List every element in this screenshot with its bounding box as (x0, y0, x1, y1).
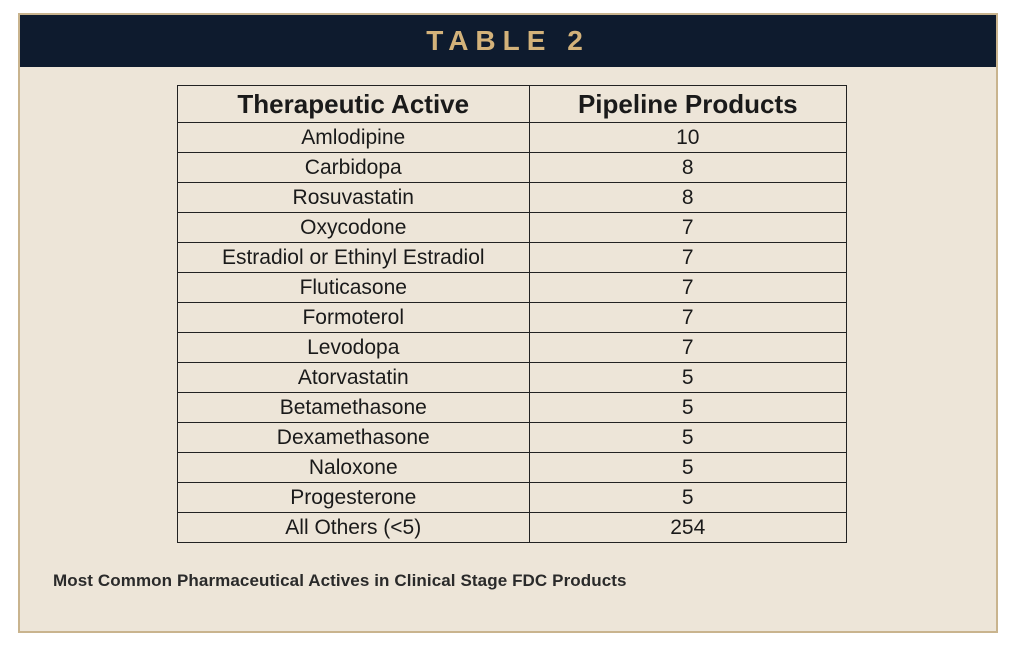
therapeutic-active-cell: Progesterone (178, 483, 530, 513)
therapeutic-active-cell: Carbidopa (178, 153, 530, 183)
pipeline-count-cell: 7 (529, 243, 846, 273)
pipeline-count-cell: 7 (529, 303, 846, 333)
table-row (178, 333, 847, 363)
therapeutic-active-cell: Estradiol or Ethinyl Estradiol (178, 243, 530, 273)
pipeline-count-cell: 5 (529, 423, 846, 453)
therapeutic-active-cell: Naloxone (178, 453, 530, 483)
pipeline-count-cell: 5 (529, 363, 846, 393)
table-figure (18, 13, 998, 633)
table-header-row (178, 86, 847, 123)
therapeutic-active-cell: Oxycodone (178, 213, 530, 243)
table-row (178, 303, 847, 333)
therapeutic-active-cell: Betamethasone (178, 393, 530, 423)
therapeutic-active-cell: Fluticasone (178, 273, 530, 303)
therapeutic-active-cell: Atorvastatin (178, 363, 530, 393)
therapeutic-active-cell: Formoterol (178, 303, 530, 333)
pipeline-count-cell: 5 (529, 393, 846, 423)
therapeutic-active-cell: Dexamethasone (178, 423, 530, 453)
therapeutic-active-cell: All Others (<5) (178, 513, 530, 543)
therapeutic-active-cell: Levodopa (178, 333, 530, 363)
table-row (178, 213, 847, 243)
pipeline-count-cell: 7 (529, 273, 846, 303)
table-row (178, 153, 847, 183)
table-number-title: TABLE 2 (426, 25, 590, 56)
column-header-therapeutic-active: Therapeutic Active (178, 86, 530, 123)
table-row (178, 273, 847, 303)
table-banner (20, 15, 996, 67)
table-row (178, 393, 847, 423)
pipeline-products-table (177, 85, 847, 543)
therapeutic-active-cell: Amlodipine (178, 123, 530, 153)
pipeline-count-cell: 8 (529, 183, 846, 213)
pipeline-count-cell: 8 (529, 153, 846, 183)
column-header-pipeline-products: Pipeline Products (529, 86, 846, 123)
therapeutic-active-cell: Rosuvastatin (178, 183, 530, 213)
table-row (178, 363, 847, 393)
pipeline-count-cell: 7 (529, 213, 846, 243)
pipeline-count-cell: 10 (529, 123, 846, 153)
table-row (178, 423, 847, 453)
table-row (178, 243, 847, 273)
table-row (178, 183, 847, 213)
table-row (178, 513, 847, 543)
table-row (178, 123, 847, 153)
table-caption: Most Common Pharmaceutical Actives in Clinical Stage FDC Products (53, 571, 627, 590)
pipeline-count-cell: 5 (529, 453, 846, 483)
pipeline-count-cell: 254 (529, 513, 846, 543)
pipeline-count-cell: 5 (529, 483, 846, 513)
pipeline-count-cell: 7 (529, 333, 846, 363)
table-row (178, 483, 847, 513)
table-row (178, 453, 847, 483)
